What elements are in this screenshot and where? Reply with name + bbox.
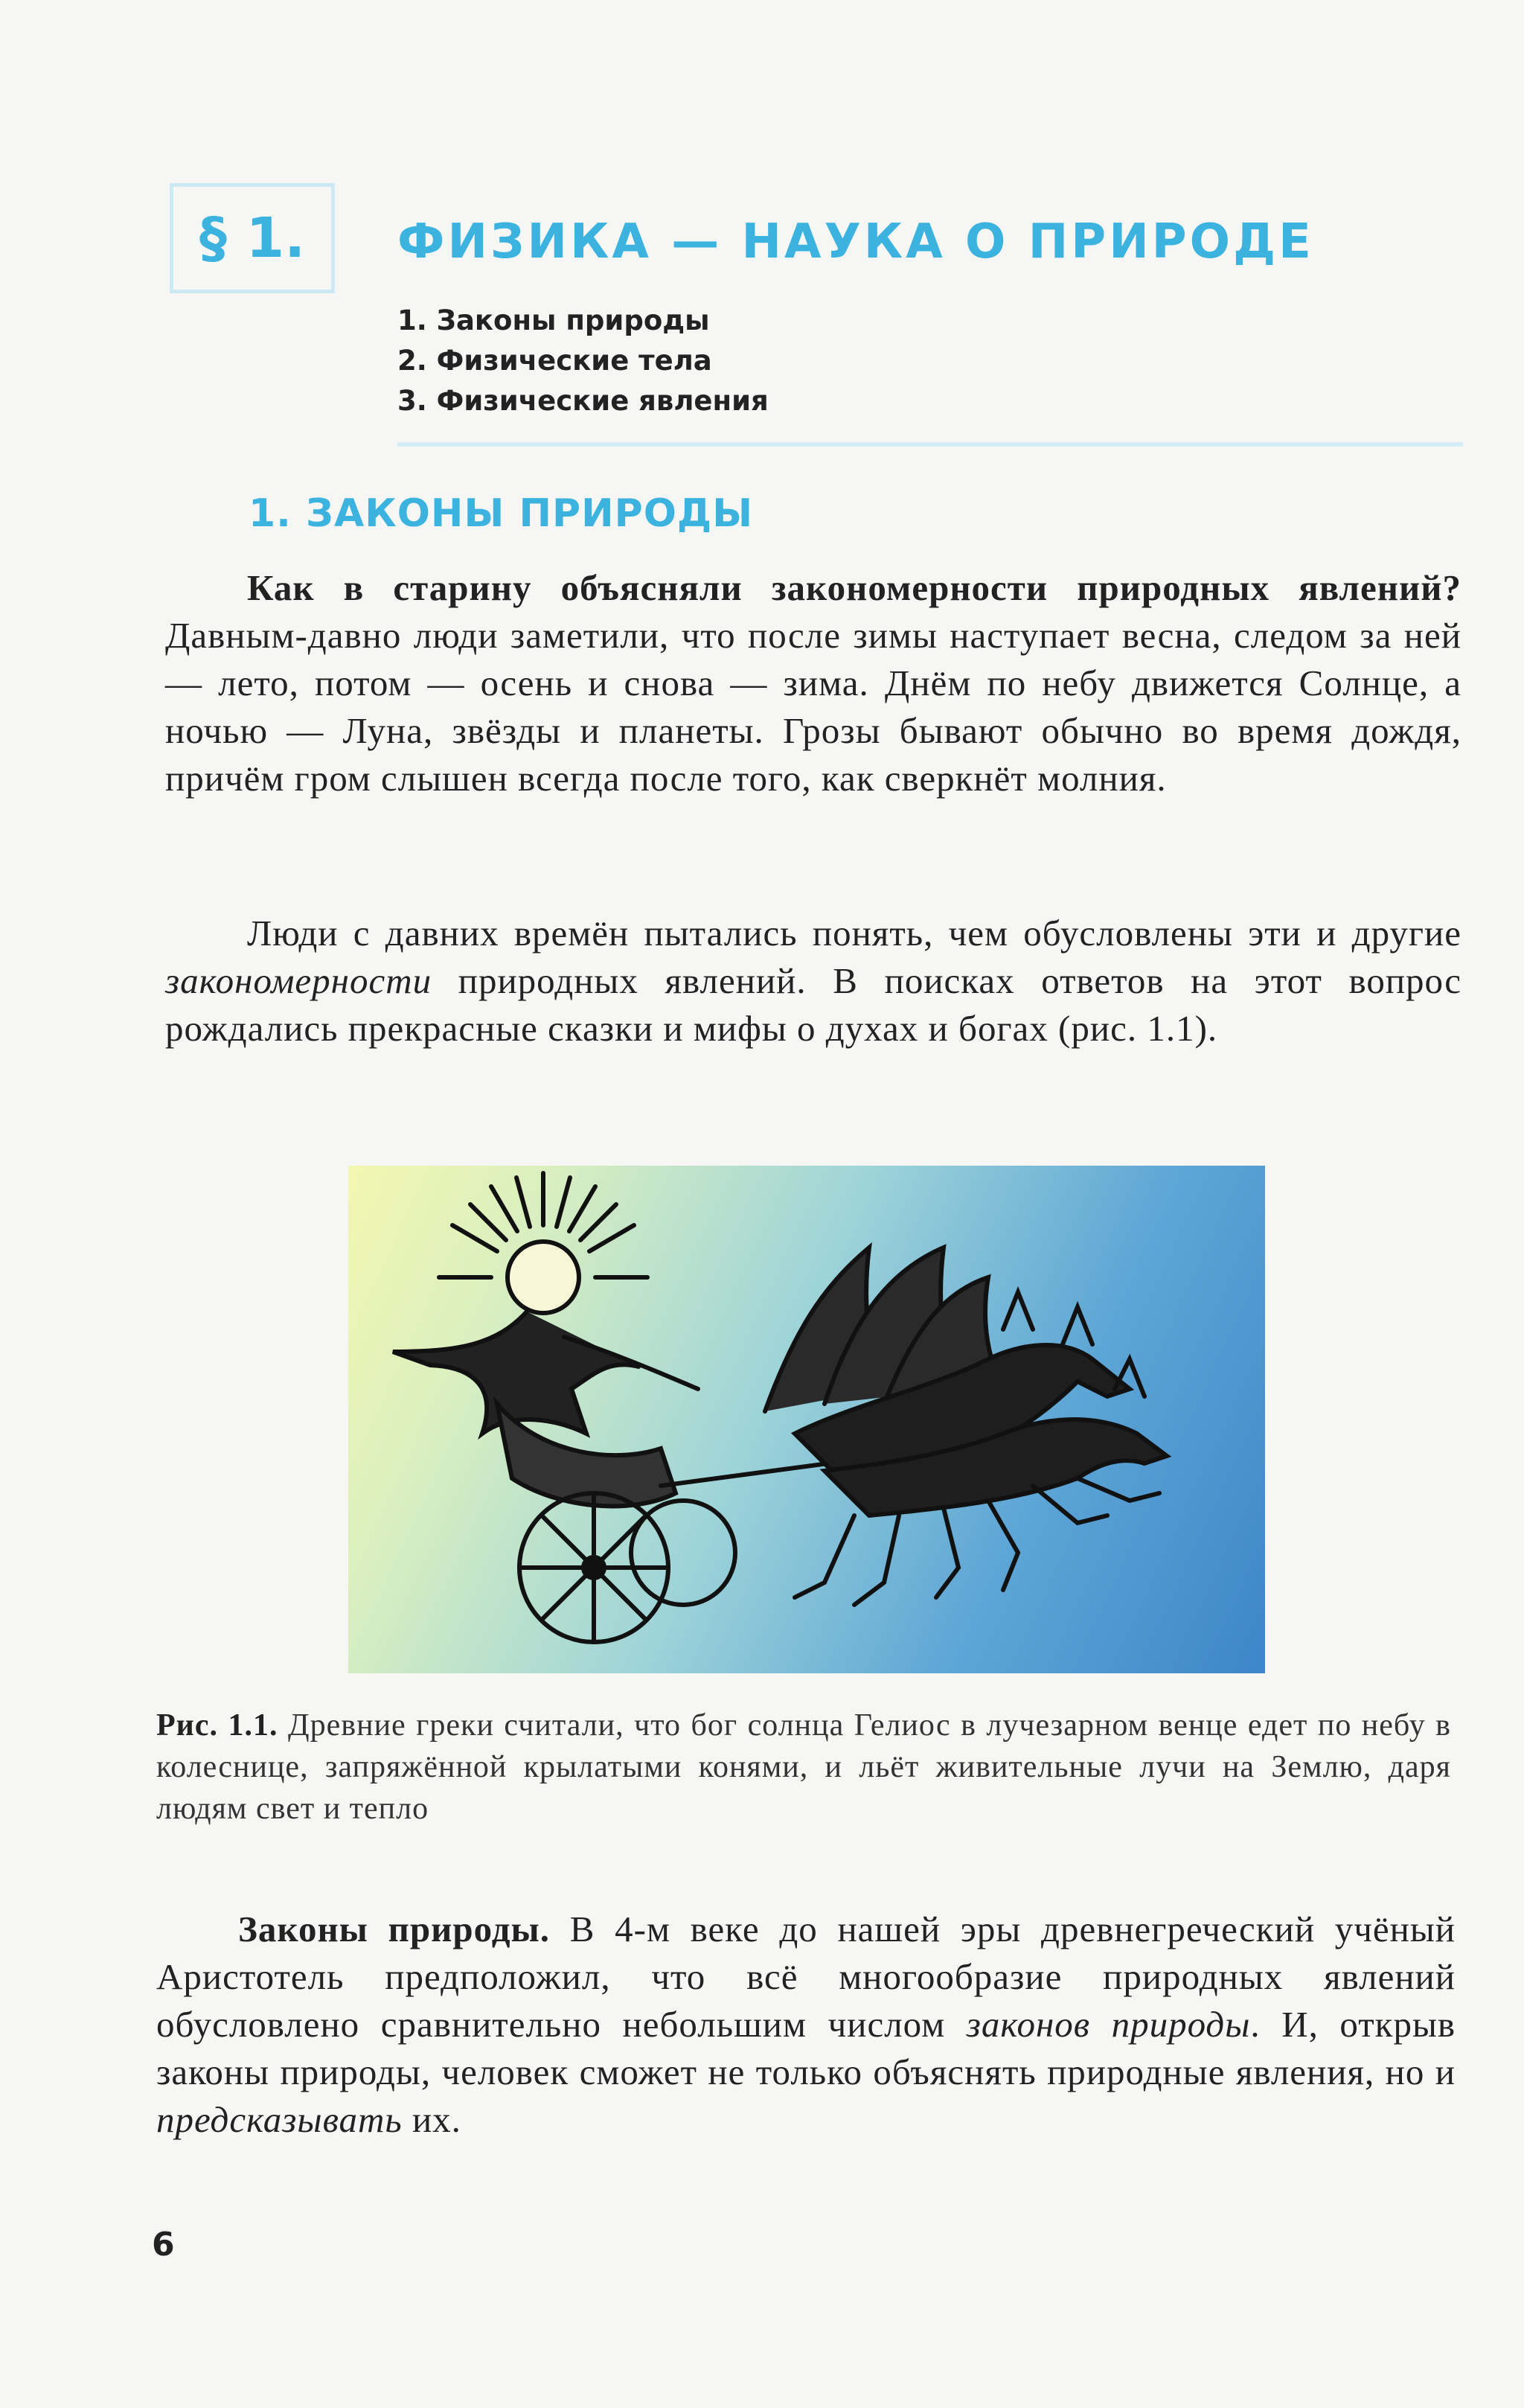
contents-item: 3. Физические явления	[397, 385, 769, 417]
paragraph-1-text: Давным-давно люди заметили, что после зимы наступает весна, следом за ней — лето, потом — осень и снова — зима. Днём по небу движется Солнце, а ночью — Луна, звёзды и планеты. Грозы бывают обычно во время дождя, причём гром слышен всегда после того, как сверкнёт молния.	[165, 615, 1461, 799]
paragraph-2	[165, 910, 1461, 1053]
figure-helios-chariot	[348, 1166, 1265, 1673]
figure-label: Рис. 1.1.	[156, 1708, 278, 1743]
helios-chariot-illustration	[348, 1166, 1265, 1673]
paragraph-3-emphasis-2: предсказывать	[156, 2099, 403, 2140]
paragraph-3-text-3: их.	[412, 2099, 461, 2140]
paragraph-1-lead: Как в старину объясняли закономерности природных явлений?	[247, 567, 1461, 608]
page-number: 6	[152, 2226, 175, 2264]
paragraph-2-emphasis: закономерности	[165, 960, 432, 1001]
contents-item: 1. Законы природы	[397, 304, 710, 336]
contents-item: 2. Физические тела	[397, 345, 712, 377]
section-title: ФИЗИКА — НАУКА О ПРИРОДЕ	[397, 214, 1314, 269]
subsection-heading: 1. ЗАКОНЫ ПРИРОДЫ	[249, 491, 754, 536]
paragraph-3-text-1: В 4-м веке до нашей эры древнегреческий учёный Аристотель предположил, что всё многообразие природных явлений обусловлено сравнительно небольшим числом	[156, 1909, 1456, 2045]
figure-caption	[156, 1705, 1451, 1830]
figure-caption-text: Древние греки считали, что бог солнца Гелиос в лучезарном венце едет по небу в колеснице, запряжённой крылатыми конями, и льёт живительные лучи на Землю, даря людям свет и тепло	[156, 1708, 1452, 1826]
section-contents	[397, 301, 769, 421]
paragraph-3	[156, 1906, 1456, 2144]
paragraph-2-text-after: природных явлений. В поисках ответов на этот вопрос рождались прекрасные сказки и мифы о духах и богах (рис. 1.1).	[165, 960, 1462, 1049]
paragraph-2-text-before: Люди с давних времён пытались понять, чем обусловлены эти и другие	[247, 913, 1461, 954]
paragraph-3-emphasis-1: законов природы	[966, 2004, 1251, 2045]
paragraph-1	[165, 564, 1461, 802]
paragraph-3-lead: Законы природы.	[238, 1909, 551, 1949]
section-number-box	[170, 183, 335, 293]
paragraph-3-text-2: . И, открыв законы природы, человек сможет не только объяснять природные явления, но и	[156, 2004, 1456, 2092]
section-number: § 1.	[199, 206, 306, 270]
divider	[397, 442, 1463, 447]
